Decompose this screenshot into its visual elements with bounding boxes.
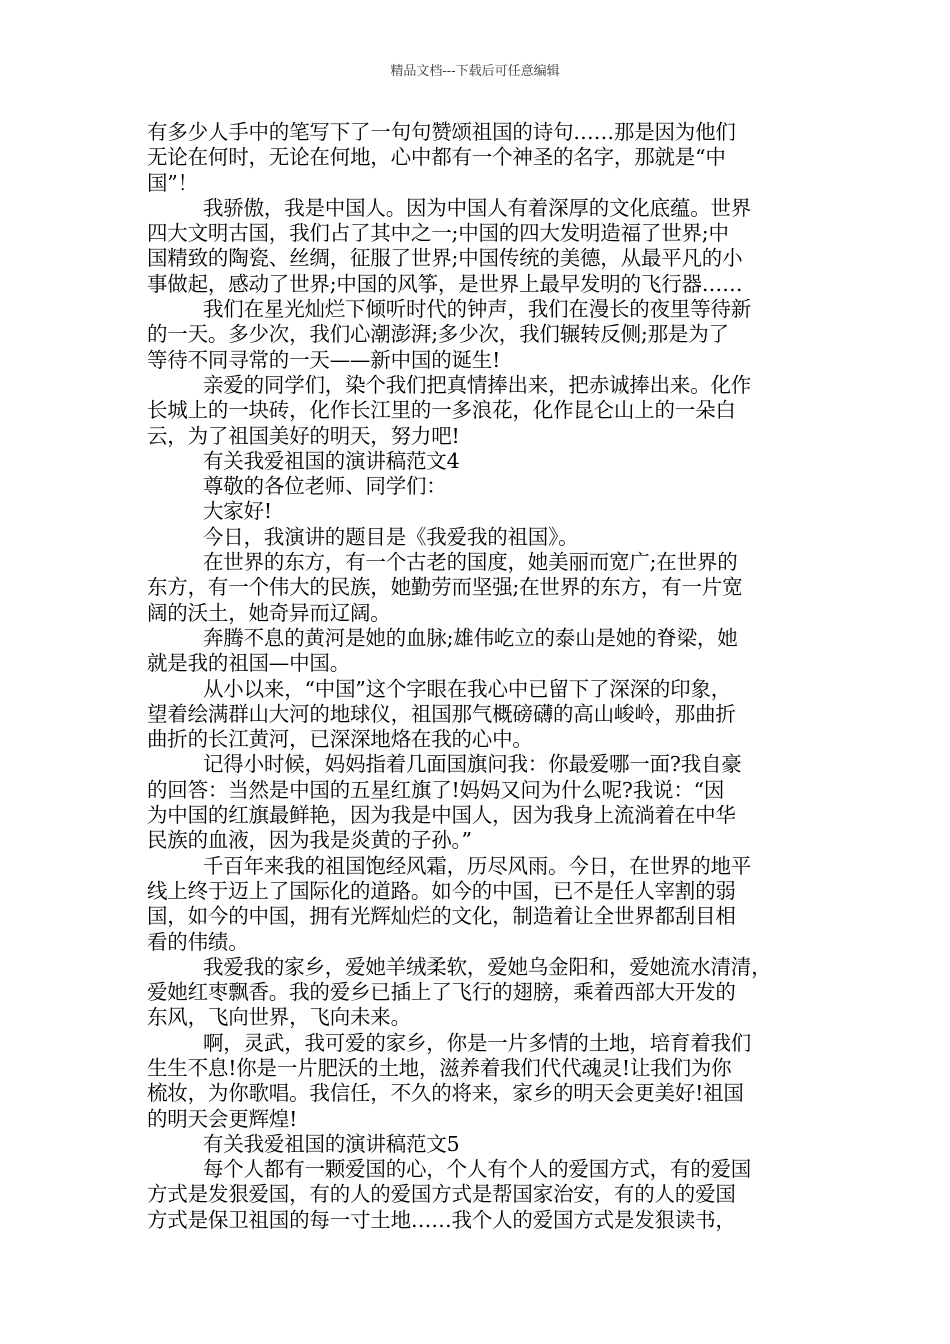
text-line: 记得小时候，妈妈指着几面国旗问我：你最爱哪一面?我自豪 xyxy=(203,752,742,777)
text-line: 我们在星光灿烂下倾听时代的钟声，我们在漫长的夜里等待新 xyxy=(203,297,752,322)
text-line: 爱她红枣飘香。我的爱乡已插上了飞行的翅膀，乘着西部大开发的 xyxy=(147,980,736,1005)
text-line: 就是我的祖国—中国。 xyxy=(147,651,350,676)
paragraph xyxy=(147,474,811,499)
text-line: 国，如今的中国，拥有光辉灿烂的文化，制造着让全世界都刮目相 xyxy=(147,904,736,929)
text-line: 国”！ xyxy=(147,170,198,195)
text-line: 我骄傲，我是中国人。因为中国人有着深厚的文化底蕴。世界 xyxy=(203,195,752,220)
paragraph xyxy=(147,955,811,1031)
paragraph xyxy=(147,196,811,297)
text-line: 尊敬的各位老师、同学们： xyxy=(203,474,447,499)
text-line: 阔的沃土，她奇异而辽阔。 xyxy=(147,600,391,625)
text-line: 每个人都有一颗爱国的心，个人有个人的爱国方式，有的爱国 xyxy=(203,1157,752,1182)
paragraph xyxy=(147,499,811,524)
paragraph xyxy=(147,373,811,449)
text-line: 生生不息!你是一片肥沃的土地，滋养着我们代代魂灵!让我们为你 xyxy=(147,1055,732,1080)
text-line: 云，为了祖国美好的明天，努力吧! xyxy=(147,423,460,448)
text-line: 线上终于迈上了国际化的道路。如今的中国，已不是任人宰割的弱 xyxy=(147,878,736,903)
text-line: 大家好! xyxy=(203,499,272,524)
paragraph xyxy=(147,1031,811,1132)
text-line: 无论在何时，无论在何地，心中都有一个神圣的名字，那就是“中 xyxy=(147,145,726,170)
text-line: 等待不同寻常的一天——新中国的诞生! xyxy=(147,347,501,372)
text-line: 东风，飞向世界，飞向未来。 xyxy=(147,1005,411,1030)
paragraph xyxy=(147,297,811,373)
text-line: 千百年来我的祖国饱经风霜，历尽风雨。今日，在世界的地平 xyxy=(203,853,752,878)
text-line: 为中国的红旗最鲜艳，因为我是中国人，因为我身上流淌着在中华 xyxy=(147,803,736,828)
paragraph xyxy=(147,1157,811,1233)
text-line: 的明天会更辉煌! xyxy=(147,1106,298,1131)
page-header: 精品文档---下载后可任意编辑 xyxy=(390,64,560,79)
text-line: 有关我爱祖国的演讲稿范文5 xyxy=(203,1131,460,1156)
paragraph xyxy=(147,120,811,196)
text-line: 在世界的东方，有一个古老的国度，她美丽而宽广;在世界的 xyxy=(203,550,738,575)
text-line: 东方，有一个伟大的民族，她勤劳而坚强;在世界的东方，有一片宽 xyxy=(147,575,743,600)
text-line: 四大文明古国，我们占了其中之一;中国的四大发明造福了世界;中 xyxy=(147,221,729,246)
text-line: 长城上的一块砖，化作长江里的一多浪花，化作昆仑山上的一朵白 xyxy=(147,398,736,423)
paragraph xyxy=(147,854,811,955)
paragraph xyxy=(147,525,811,550)
text-line: 事做起，感动了世界;中国的风筝，是世界上最早发明的飞行器…… xyxy=(147,271,743,296)
text-line: 方式是发狠爱国，有的人的爱国方式是帮国家治安，有的人的爱国 xyxy=(147,1182,736,1207)
paragraph xyxy=(147,449,811,474)
text-line: 今日，我演讲的题目是《我爱我的祖国》。 xyxy=(203,524,579,549)
text-line: 梳妆，为你歌唱。我信任，不久的将来，家乡的明天会更美好!祖国 xyxy=(147,1081,744,1106)
text-line: 民族的血液，因为我是炎黄的子孙。” xyxy=(147,828,472,853)
paragraph xyxy=(147,1132,811,1157)
text-line: 亲爱的同学们，染个我们把真情捧出来，把赤诚捧出来。化作 xyxy=(203,372,752,397)
text-line: 奔腾不息的黄河是她的血脉;雄伟屹立的泰山是她的脊梁，她 xyxy=(203,625,738,650)
text-line: 的回答：当然是中国的五星红旗了!妈妈又问为什么呢?我说：“因 xyxy=(147,777,725,802)
paragraph xyxy=(147,626,811,677)
text-line: 方式是保卫祖国的每一寸土地……我个人的爱国方式是发狠读书， xyxy=(147,1207,736,1232)
paragraph xyxy=(147,752,811,853)
text-line: 我爱我的家乡，爱她羊绒柔软，爱她乌金阳和，爱她流水清清， xyxy=(203,954,772,979)
text-line: 望着绘满群山大河的地球仪，祖国那气概磅礴的高山峻岭，那曲折 xyxy=(147,701,736,726)
text-line: 从小以来，“中国”这个字眼在我心中已留下了深深的印象， xyxy=(203,676,732,701)
text-line: 看的伟绩。 xyxy=(147,929,249,954)
text-line: 有关我爱祖国的演讲稿范文4 xyxy=(203,448,460,473)
document-body xyxy=(147,120,811,1233)
text-line: 有多少人手中的笔写下了一句句赞颂祖国的诗句……那是因为他们 xyxy=(147,120,736,144)
paragraph xyxy=(147,677,811,753)
text-line: 的一天。多少次，我们心潮澎湃;多少次，我们辗转反侧;那是为了 xyxy=(147,322,729,347)
text-line: 国精致的陶瓷、丝绸，征服了世界;中国传统的美德，从最平凡的小 xyxy=(147,246,743,271)
paragraph xyxy=(147,550,811,626)
text-line: 曲折的长江黄河，已深深地烙在我的心中。 xyxy=(147,727,533,752)
text-line: 啊，灵武，我可爱的家乡，你是一片多情的土地，培育着我们 xyxy=(203,1030,752,1055)
